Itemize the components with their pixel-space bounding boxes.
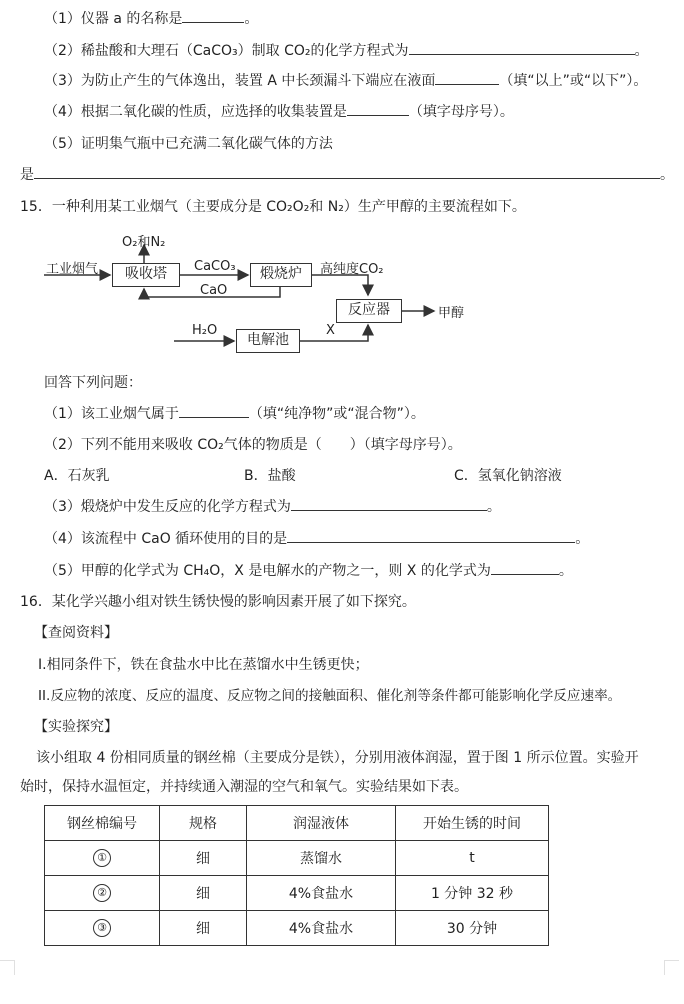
table-header: 钢丝棉编号 — [45, 806, 160, 841]
q14-sub4: （4）根据二氧化碳的性质，应选择的收集装置是 （填字母序号）。 — [44, 104, 514, 120]
q14-sub3: （3）为防止产生的气体逸出，装置 A 中长颈漏斗下端应在液面 （填“以上”或“以下”）。 — [44, 73, 648, 89]
q16-experiment-text-2: 始时，保持水温恒定，并持续通入潮湿的空气和氧气。实验结果如下表。 — [20, 779, 468, 795]
water-label: H₂O — [192, 323, 218, 338]
answer-blank[interactable] — [435, 72, 499, 85]
answer-blank[interactable] — [491, 562, 559, 575]
process-flow-diagram — [0, 225, 684, 355]
q15-sub5: （5）甲醇的化学式为 CH₄O，X 是电解水的产物之一，则 X 的化学式为 。 — [44, 563, 573, 579]
table-header-row — [45, 806, 549, 841]
q16-stem: 16．某化学兴趣小组对铁生锈快慢的影响因素开展了如下探究。 — [20, 594, 416, 610]
q16-experiment-heading: 【实验探究】 — [34, 719, 118, 735]
answer-blank[interactable] — [347, 103, 409, 116]
page-corner-mark — [0, 960, 15, 975]
table-cell: 4%食盐水 — [247, 911, 396, 946]
table-cell: 细 — [160, 841, 247, 876]
electrolyzer-box: 电解池 — [236, 329, 300, 353]
page-corner-mark — [664, 960, 679, 975]
answer-blank[interactable] — [34, 166, 660, 179]
table-header: 规格 — [160, 806, 247, 841]
table-cell: 4%食盐水 — [247, 876, 396, 911]
table-header: 润湿液体 — [247, 806, 396, 841]
caco3-label: CaCO₃ — [194, 259, 236, 274]
q14-sub5-continuation: 是 。 — [20, 167, 674, 183]
table-cell: 细 — [160, 911, 247, 946]
outlet-gas-label: O₂和N₂ — [122, 235, 166, 250]
answer-blank[interactable] — [409, 42, 635, 55]
sample-number: ③ — [93, 919, 111, 937]
x-label: X — [326, 323, 335, 338]
answer-blank[interactable] — [182, 10, 244, 23]
q15-option-c: C．氢氧化钠溶液 — [454, 468, 562, 484]
q15-sub4: （4）该流程中 CaO 循环使用的目的是 。 — [44, 531, 590, 547]
table-cell: 30 分钟 — [396, 911, 549, 946]
table-header: 开始生锈的时间 — [396, 806, 549, 841]
table-row — [45, 841, 549, 876]
q16-experiment-text-1: 该小组取 4 份相同质量的钢丝棉（主要成分是铁），分别用液体润湿，置于图 1 所示位置。实验开 — [36, 750, 639, 766]
q16-reference-1: I.相同条件下，铁在食盐水中比在蒸馏水中生锈更快； — [38, 657, 369, 673]
answer-blank[interactable] — [287, 530, 575, 543]
q15-option-b: B．盐酸 — [244, 468, 296, 484]
q16-reference-2: II.反应物的浓度、反应的温度、反应物之间的接触面积、催化剂等条件都可能影响化学反应速率。 — [38, 688, 622, 704]
sample-number: ① — [93, 849, 111, 867]
kiln-box: 煅烧炉 — [250, 263, 312, 287]
table-cell: 蒸馏水 — [247, 841, 396, 876]
table-cell: 细 — [160, 876, 247, 911]
table-row — [45, 911, 549, 946]
q14-sub5: （5）证明集气瓶中已充满二氧化碳气体的方法 — [44, 136, 333, 152]
q15-sub3: （3）煅烧炉中发生反应的化学方程式为 。 — [44, 499, 501, 515]
table-row — [45, 876, 549, 911]
q15-option-a: A．石灰乳 — [44, 468, 110, 484]
q16-reference-heading: 【查阅资料】 — [34, 625, 118, 641]
q15-sub1: （1）该工业烟气属于 （填“纯净物”或“混合物”）。 — [44, 406, 425, 422]
answer-blank[interactable] — [291, 498, 487, 511]
input-gas-label: 工业烟气 — [46, 262, 99, 277]
table-cell: 1 分钟 32 秒 — [396, 876, 549, 911]
q14-sub1: （1）仪器 a 的名称是 。 — [44, 11, 259, 27]
q15-stem: 15．一种利用某工业烟气（主要成分是 CO₂O₂和 N₂）生产甲醇的主要流程如下。 — [20, 199, 526, 215]
pure-co2-label: 高纯度CO₂ — [320, 262, 384, 277]
q15-answer-intro: 回答下列问题： — [44, 375, 142, 391]
table-cell: t — [396, 841, 549, 876]
methanol-label: 甲醇 — [438, 306, 465, 321]
sample-number: ② — [93, 884, 111, 902]
flow-arrows — [0, 225, 684, 355]
absorber-box: 吸收塔 — [112, 263, 180, 287]
q14-sub2: （2）稀盐酸和大理石（CaCO₃）制取 CO₂的化学方程式为 。 — [44, 43, 649, 59]
results-table — [44, 805, 549, 946]
answer-blank[interactable] — [179, 405, 249, 418]
reactor-box: 反应器 — [336, 299, 402, 323]
cao-label: CaO — [200, 283, 228, 298]
q15-sub2: （2）下列不能用来吸收 CO₂气体的物质是（ ）（填字母序号）。 — [44, 437, 462, 453]
